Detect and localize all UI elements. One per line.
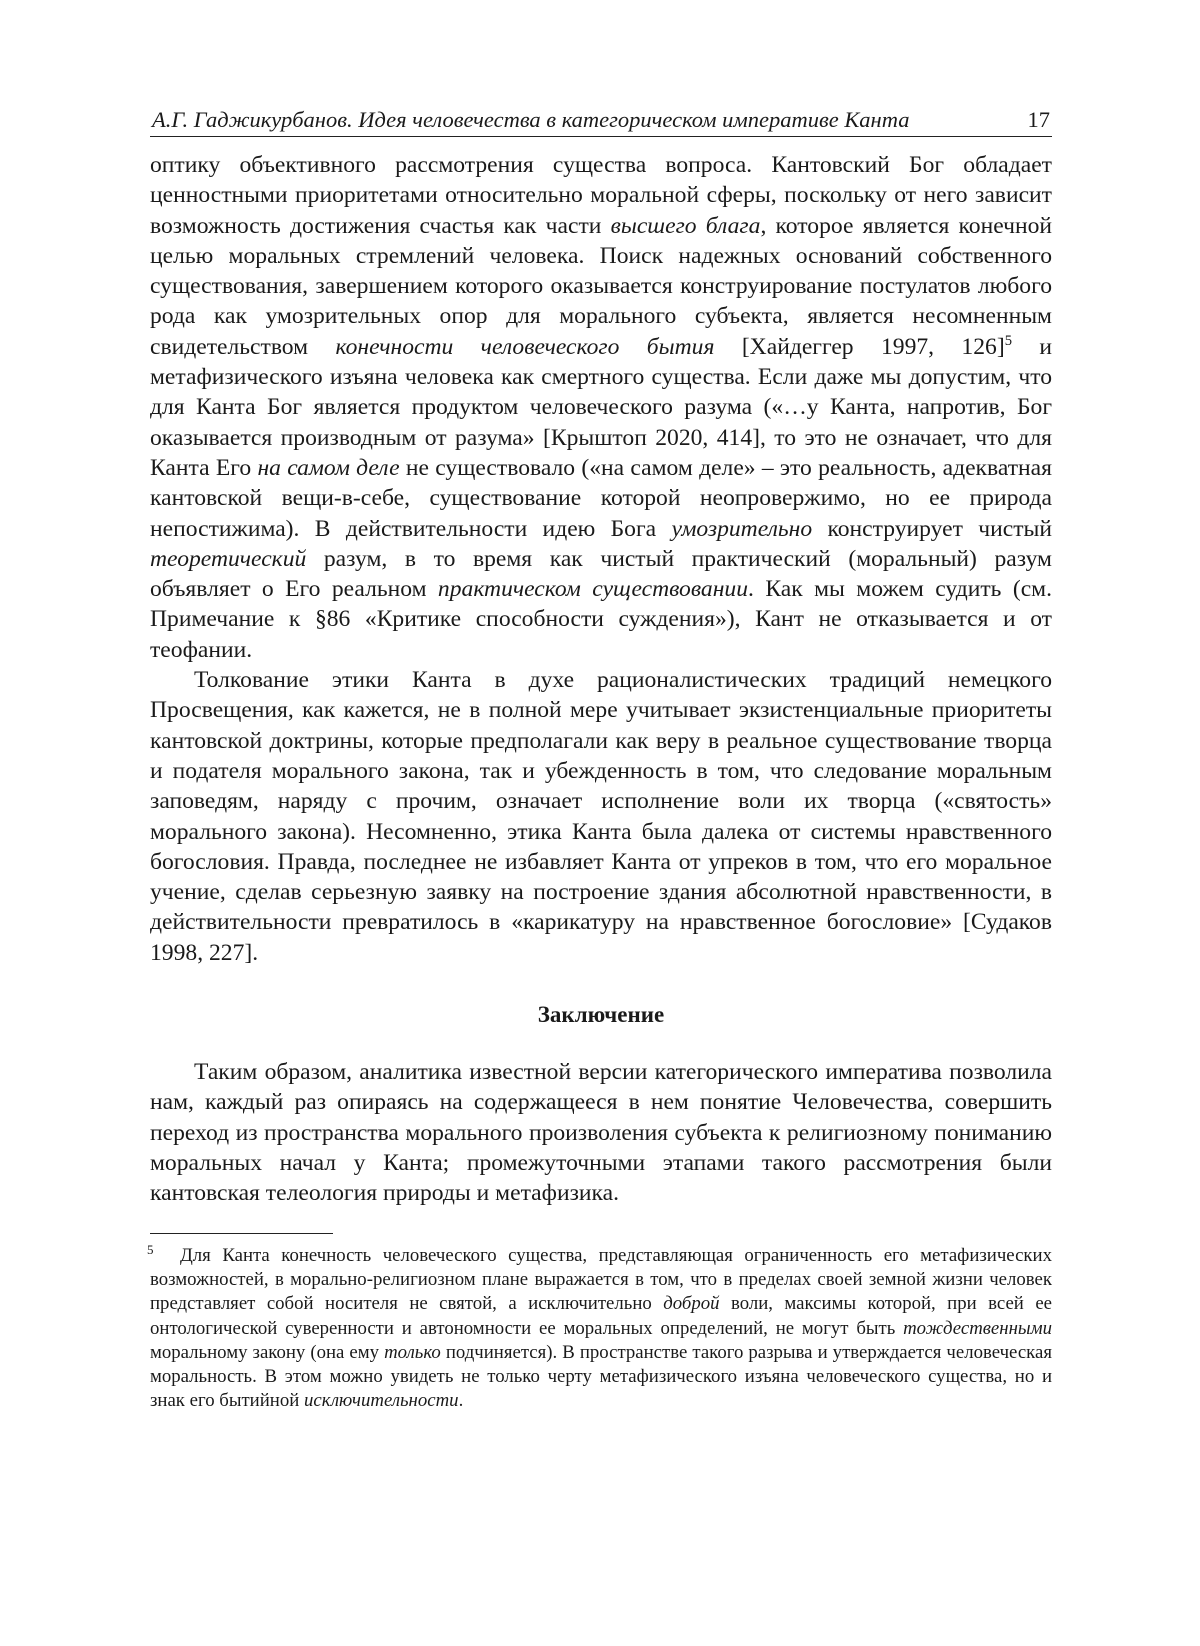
footnote-text [150, 1244, 1052, 1413]
italic-run: конечности человеческого бытия [335, 333, 715, 360]
footnote-reference: 5 [1004, 332, 1012, 349]
section-heading: Заключение [537, 1002, 665, 1027]
italic-run: исключительности [303, 1390, 459, 1412]
text-run: , которое является конечной целью моральных стремлений человека. Поиск надежных оснований собственного существования, завершением которого оказывается конструирование постулатов любого рода как умозрительных опор для морального субъекта, является несомненным свидетельством [150, 212, 1053, 360]
footnote-number: 5 [147, 1242, 154, 1257]
text-run: моральному закону (она ему [150, 1341, 385, 1363]
text-run: . Как мы можем судить (см. Примечание к §86 «Критике способности суждения»), Кант не отказывается и от теофании. [150, 576, 1052, 663]
paragraph-continued [150, 150, 1052, 665]
running-head [150, 104, 1052, 137]
paragraph-ethics: Толкование этики Канта в духе рационалистических традиций немецкого Просвещения, как кажется, не в полной мере учитывает экзистенциальные приоритеты кантовской доктрины, которые предполагали как веру в реальное существование творца и подателя морального закона, так и убежденность в том, что следование моральным заповедям, наряду с прочим, означает исполнение воли их творца («святость» морального закона). Несомненно, этика Канта была далека от системы нравственного богословия. Правда, последнее не избавляет Канта от упреков в том, что его моральное учение, сделав серьезную заявку на построение здания абсолютной нравственности, в действительности превратилось в «карикатуру на нравственное богословие» [Судаков 1998, 227]. [150, 667, 1052, 966]
main-text [150, 150, 1052, 968]
text-run: разум, в то время как чистый практический (моральный) разум объявляет о Его реальном [150, 545, 1052, 603]
text-run: . [458, 1390, 464, 1412]
italic-run: доброй [663, 1293, 720, 1315]
text-run: не существовало («на самом деле» – это реальность, адекватная кантовской вещи-в-себе, существование которой неопровержимо, но ее природа непостижима). В действительности идею Бога [150, 454, 1052, 542]
italic-run: на самом деле [257, 454, 400, 481]
italic-run: теоретический [150, 545, 307, 572]
text-run: и метафизического изъяна человека как смертного существа. Если даже мы допустим, что для Канта Бог является продуктом человеческого разума («…у Канта, напротив, Бог оказывается производным от разума» [Крыштоп 2020, 414], то это не означает, что для Канта Его [150, 333, 1052, 481]
text-run: Для Канта конечность человеческого существа, представляющая ограниченность его метафизических возможностей, в морально-религиозном плане выражается в том, что в пределах своей земной жизни человек представляет собой носителя не святой, а исключительно [150, 1245, 1052, 1315]
italic-run: умозрительно [671, 515, 813, 542]
text-run: конструирует чистый [812, 515, 1052, 542]
running-head-title: А.Г. Гаджикурбанов. Идея человечества в категорическом императиве Канта [152, 107, 910, 132]
conclusion-section [150, 1057, 1052, 1208]
footnote [147, 1242, 1053, 1413]
text-run: оптику объективного рассмотрения существа вопроса. Кантовский Бог обладает ценностными приоритетами относительно моральной сферы, поскольку от него зависит возможность достижения счастья как части [150, 152, 1052, 239]
text-run: воли, максимы которой, при всей ее онтологической суверенности и автономности ее моральных определений, не могут быть [150, 1293, 1052, 1339]
conclusion-paragraph: Таким образом, аналитика известной версии категорического императива позволила нам, каждый раз опираясь на содержащееся в нем понятие Человечества, совершить переход из пространства морального произволения субъекта к религиозному пониманию моральных начал у Канта; промежуточными этапами такого рассмотрения были кантовская телеология природы и метафизика. [150, 1059, 1052, 1207]
footnote-divider [150, 1233, 333, 1234]
italic-run: высшего блага [610, 212, 761, 239]
italic-run: только [384, 1341, 441, 1363]
page-number: 17 [1027, 107, 1050, 132]
italic-run: практическом существовании [437, 576, 749, 603]
document-page [147, 0, 1053, 1646]
italic-run: тождественными [903, 1317, 1052, 1339]
text-run: подчиняется). В пространстве такого разрыва и утверждается человеческая моральность. В этом можно увидеть не только черту метафизического изъяна человеческого существа, но и знак его бытийной [150, 1341, 1053, 1412]
citation-run: [Хайдеггер 1997, 126] [714, 333, 1005, 360]
